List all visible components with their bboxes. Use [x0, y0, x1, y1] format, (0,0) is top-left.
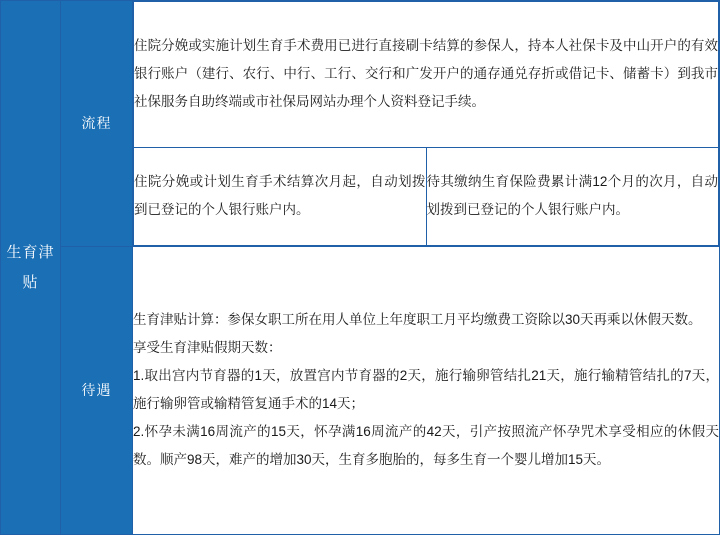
flow-description-text: 住院分娩或实施计划生育手术费用已进行直接刷卡结算的参保人，持本人社保卡及中山开户的有效银行账户（建行、农行、中行、工行、交行和广发开户的通存通兑存折或借记卡、储蓄卡）到我市社保服务自助终端或市社保局网站办理个人资料登记手续。: [134, 38, 718, 110]
sub-label-flow: 流程: [81, 115, 112, 132]
sub-label-benefit: 待遇: [81, 382, 112, 399]
category-label: 生育津贴: [6, 243, 55, 291]
category-label-cell: [1, 1, 61, 535]
flow-left-cell: [134, 147, 427, 245]
benefit-paragraph-2: 享受生育津贴假期天数：: [133, 340, 282, 356]
benefit-content-cell: [133, 246, 720, 534]
flow-inner-table: [133, 1, 719, 246]
benefit-paragraph-3: 1.取出宫内节育器的1天，放置宫内节育器的2天，施行输卵管结扎21天，施行输精管结扎的7天，施行输卵管或输精管复通手术的14天；: [133, 368, 719, 412]
flow-right-cell: [426, 147, 719, 245]
table-row: [1, 1, 720, 247]
flow-description-cell: [134, 2, 719, 148]
flow-bottom-row: [134, 147, 719, 245]
benefit-paragraph-4: 2.怀孕未满16周流产的15天，怀孕满16周流产的42天，引产按照流产怀孕咒术享受相应的休假天数。顺产98天，难产的增加30天，生育多胞胎的，每多生育一个婴儿增加15天。: [133, 424, 719, 468]
sub-label-benefit-cell: [61, 246, 133, 534]
table-row: [1, 246, 720, 534]
flow-right-text: 待其缴纳生育保险费累计满12个月的次月，自动划拨到已登记的个人银行账户内。: [426, 174, 718, 218]
flow-content-cell: [133, 1, 720, 247]
flow-top-row: [134, 2, 719, 148]
sub-label-flow-cell: [61, 1, 133, 247]
flow-left-text: 住院分娩或计划生育手术结算次月起，自动划拨到已登记的个人银行账户内。: [134, 174, 426, 218]
benefit-paragraph-1: 生育津贴计算：参保女职工所在用人单位上年度职工月平均缴费工资除以30天再乘以休假天数。: [133, 312, 702, 328]
